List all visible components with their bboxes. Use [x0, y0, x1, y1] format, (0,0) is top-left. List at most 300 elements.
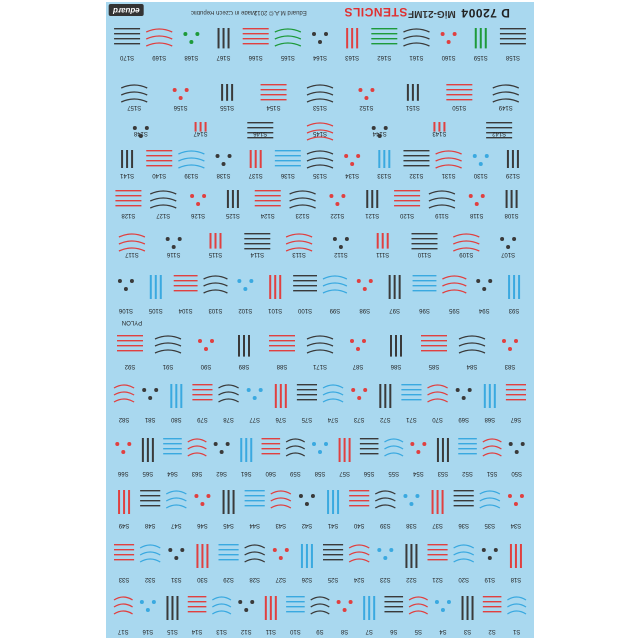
stencil-label: S137	[248, 172, 263, 178]
stencil-arc-mark	[493, 92, 519, 95]
stencil-bar-mark	[432, 490, 434, 514]
stencil-dot-mark	[364, 96, 368, 100]
stencil-arc-mark	[375, 491, 395, 494]
stencil-dot-mark	[456, 388, 460, 392]
stencil-label: S96	[419, 307, 430, 313]
stencil-dot-mark	[244, 608, 248, 612]
stencil-arc-mark	[286, 241, 312, 244]
stencil-bar-mark	[383, 150, 385, 168]
stencil-dot-mark	[210, 339, 214, 343]
stencil-text-line	[114, 33, 140, 34]
stencil-label: S139	[184, 172, 199, 178]
stencil-bar-mark	[518, 275, 520, 299]
stencil-text-line	[262, 453, 281, 454]
stencil-text-line	[188, 606, 207, 607]
stencil-text-line	[286, 601, 305, 602]
stencil-arc-mark	[307, 151, 333, 154]
stencil-label: S167	[216, 54, 231, 60]
stencil-arc-mark	[454, 552, 474, 555]
stencil-label: S98	[359, 307, 371, 313]
stencil-dot-mark	[216, 154, 220, 158]
stencil-text-line	[117, 345, 143, 346]
stencil-arc-mark	[307, 343, 333, 346]
stencil-label: S27	[275, 576, 287, 582]
stencil-label: S29	[223, 576, 234, 582]
stencil-bar-mark	[447, 438, 449, 462]
stencil-arc-mark	[409, 604, 428, 607]
stencil-arc-mark	[323, 290, 347, 293]
stencil-bar-mark	[442, 438, 444, 462]
stencil-text-line	[188, 611, 207, 612]
stencil-arc-mark	[436, 151, 462, 154]
stencil-label: S32	[144, 576, 156, 582]
stencil-label: S130	[473, 172, 488, 178]
stencil-bar-mark	[233, 490, 235, 514]
stencil-label: S8	[340, 628, 349, 634]
stencil-text-line	[349, 495, 369, 496]
stencil-label: S28	[249, 576, 261, 582]
stencil-label: S142	[492, 130, 507, 136]
stencil-text-line	[262, 443, 281, 444]
stencil-text-line	[146, 155, 172, 156]
stencil-row	[118, 275, 520, 313]
stencil-label: S58	[314, 470, 326, 476]
stencil-bar-mark	[215, 233, 217, 249]
stencil-text-line	[401, 389, 421, 390]
stencil-bar-mark	[512, 150, 514, 168]
stencil-text-line	[428, 554, 448, 555]
stencil-bar-mark	[437, 438, 439, 462]
stencil-arc-mark	[428, 399, 448, 402]
stencil-text-line	[286, 596, 305, 597]
stencil-bar-mark	[142, 438, 144, 462]
stencil-label: S157	[127, 104, 142, 110]
stencil-text-line	[506, 389, 526, 390]
stencil-dot-mark	[473, 154, 477, 158]
stencil-dot-mark	[142, 388, 146, 392]
stencil-arc-mark	[146, 43, 172, 46]
stencil-arc-mark	[140, 552, 160, 555]
stencil-row	[119, 150, 520, 178]
stencil-text-line	[394, 200, 420, 201]
stencil-label: S18	[510, 576, 522, 582]
stencil-arc-mark	[442, 290, 466, 293]
stencil-text-line	[506, 394, 526, 395]
stencil-dot-mark	[435, 600, 439, 604]
stencil-arc-mark	[459, 350, 485, 353]
stencil-arc-mark	[323, 385, 343, 388]
stencil-dot-mark	[494, 548, 498, 552]
stencil-bar-mark	[412, 84, 414, 101]
stencil-text-line	[371, 43, 397, 44]
stencil-arc-mark	[507, 604, 526, 607]
stencil-bar-mark	[417, 84, 419, 101]
stencil-bar-mark	[346, 28, 348, 48]
stencil-dot-mark	[488, 279, 492, 283]
stencil-text-line	[275, 160, 301, 161]
stencil-label: S143	[432, 130, 447, 136]
stencil-text-line	[243, 43, 269, 44]
stencil-text-line	[446, 89, 472, 90]
stencil-dot-mark	[350, 162, 354, 166]
stencil-label: S129	[505, 172, 520, 178]
stencil-arc-mark	[311, 597, 330, 600]
stencil-bar-mark	[123, 490, 125, 514]
stencil-arc-mark	[166, 491, 186, 494]
stencil-dot-mark	[441, 608, 445, 612]
stencil-text-line	[243, 33, 269, 34]
stencil-text-line	[146, 150, 172, 151]
stencil-label: S1	[513, 628, 521, 634]
stencil-arc-mark	[323, 392, 343, 395]
stencil-label: S17	[117, 628, 129, 634]
stencil-row	[122, 319, 142, 325]
stencil-dot-mark	[333, 237, 337, 241]
stencil-label: S116	[166, 251, 181, 257]
stencil-arc-mark	[204, 283, 228, 286]
stencil-dot-mark	[250, 600, 254, 604]
stencil-arc-mark	[480, 491, 500, 494]
stencil-arc-mark	[349, 545, 369, 548]
stencil-text-line	[506, 399, 526, 400]
stencil-arc-mark	[493, 85, 519, 88]
stencil-arc-mark	[155, 343, 181, 346]
stencil-row	[114, 28, 526, 60]
stencil-bar-mark	[270, 596, 272, 620]
sheet-title: STENCILS	[344, 5, 408, 19]
stencil-label: S148	[133, 130, 148, 136]
stencil-label: S54	[413, 470, 424, 476]
stencil-arc-mark	[286, 446, 305, 449]
stencil-text-line	[117, 350, 143, 351]
stencil-label: S14	[191, 628, 203, 634]
stencil-text-line	[269, 350, 295, 351]
stencil-label: S120	[400, 212, 415, 218]
stencil-label: S57	[339, 470, 350, 476]
stencil-dot-mark	[341, 194, 345, 198]
stencil-text-line	[403, 150, 429, 151]
stencil-text-line	[428, 559, 448, 560]
stencil-dot-mark	[185, 88, 189, 92]
stencil-dot-mark	[409, 502, 413, 506]
stencil-label: S104	[178, 307, 193, 313]
stencil-dot-mark	[228, 154, 232, 158]
stencil-text-line	[428, 544, 448, 545]
stencil-text-line	[163, 443, 182, 444]
stencil-bar-mark	[389, 275, 391, 299]
stencil-label: S55	[388, 470, 400, 476]
stencil-label: S89	[238, 363, 250, 369]
stencil-text-line	[403, 155, 429, 156]
stencil-text-line	[360, 448, 379, 449]
stencil-dot-mark	[133, 126, 137, 130]
brand-logo: eduard	[109, 4, 144, 16]
stencil-arc-mark	[275, 29, 301, 32]
stencil-label: S127	[156, 212, 171, 218]
stencil-label: S111	[376, 251, 390, 257]
stencil-label: S80	[170, 416, 182, 422]
stencil-dot-mark	[500, 237, 504, 241]
stencil-label: S112	[334, 251, 348, 257]
stencil-dot-mark	[356, 347, 360, 351]
stencil-arc-mark	[146, 29, 172, 32]
stencil-text-line	[188, 596, 207, 597]
stencil-bar-mark	[516, 190, 518, 208]
stencil-dot-mark	[372, 126, 376, 130]
stencil-label: S75	[301, 416, 313, 422]
stencil-label: S6	[390, 628, 398, 634]
stencil-dot-mark	[273, 548, 277, 552]
stencil-label: S132	[409, 172, 424, 178]
stencil-arc-mark	[323, 283, 347, 286]
stencil-row	[133, 122, 512, 140]
stencil-label: S107	[501, 251, 516, 257]
stencil-label: S35	[484, 522, 496, 528]
stencil-bar-mark	[339, 438, 341, 462]
stencil-arc-mark	[119, 248, 145, 251]
stencil-text-line	[115, 205, 141, 206]
stencil-label: S24	[353, 576, 365, 582]
stencil-label: S135	[312, 172, 328, 178]
stencil-dot-mark	[318, 40, 322, 44]
stencil-text-line	[188, 601, 207, 602]
stencil-bar-mark	[306, 544, 308, 568]
stencil-arc-mark	[428, 392, 448, 395]
stencil-label: S41	[327, 522, 339, 528]
stencil-label: S48	[144, 522, 156, 528]
stencil-arc-mark	[166, 505, 186, 508]
stencil-arc-mark	[150, 198, 176, 201]
stencil-text-line	[192, 394, 212, 395]
stencil-arc-mark	[453, 241, 479, 244]
stencil-dot-mark	[324, 32, 328, 36]
stencil-dot-mark	[196, 202, 200, 206]
stencil-dot-mark	[324, 442, 328, 446]
stencil-label: S90	[200, 363, 212, 369]
stencil-dot-mark	[220, 450, 224, 454]
stencil-bar-mark	[223, 490, 225, 514]
stencil-text-line	[115, 200, 141, 201]
stencil-label: S2	[488, 628, 496, 634]
stencil-text-line	[275, 165, 301, 166]
stencil-dot-mark	[363, 388, 367, 392]
stencil-label: S145	[312, 130, 328, 136]
stencil-dot-mark	[195, 32, 199, 36]
stencil-bar-mark	[121, 150, 123, 168]
stencil-label: S44	[249, 522, 261, 528]
stencil-text-line	[174, 280, 198, 281]
stencil-arc-mark	[121, 92, 147, 95]
stencil-label: S153	[312, 104, 328, 110]
stencil-arc-mark	[212, 604, 231, 607]
stencil-text-line	[192, 399, 212, 400]
stencil-label: S65	[142, 470, 154, 476]
stencil-arc-mark	[219, 399, 239, 402]
stencil-text-line	[140, 490, 160, 491]
stencil-label: S3	[463, 628, 472, 634]
stencil-label: S168	[184, 54, 199, 60]
stencil-arc-mark	[114, 385, 134, 388]
stencil-text-line	[394, 190, 420, 191]
stencil-dot-mark	[204, 347, 208, 351]
stencil-arc-mark	[442, 276, 466, 279]
stencil-arc-mark	[114, 597, 133, 600]
stencil-text-line	[269, 340, 295, 341]
stencil-text-line	[174, 275, 198, 276]
stencil-arc-mark	[454, 545, 474, 548]
stencil-label: S10	[290, 628, 301, 634]
stencil-arc-mark	[403, 43, 429, 46]
stencil-arc-mark	[307, 350, 333, 353]
stencil-text-line	[117, 340, 143, 341]
stencil-text-line	[486, 122, 512, 123]
stencil-text-line	[255, 200, 281, 201]
stencil-label: S77	[249, 416, 261, 422]
stencil-text-line	[458, 453, 477, 454]
stencil-label: S122	[330, 212, 345, 218]
stencil-text-line	[247, 122, 273, 123]
stencil-label: S30	[197, 576, 208, 582]
stencil-text-line	[243, 38, 269, 39]
stencil-dot-mark	[514, 339, 518, 343]
stencil-bar-mark	[240, 438, 242, 462]
stencil-arc-mark	[480, 498, 500, 501]
stencil-bar-mark	[285, 384, 287, 408]
stencil-label: S67	[510, 416, 522, 422]
stencil-dot-mark	[194, 494, 198, 498]
stencil-label: S93	[508, 307, 520, 313]
stencil-arc-mark	[375, 498, 395, 501]
stencil-label: S105	[148, 307, 163, 313]
stencil-text-line	[275, 150, 301, 151]
stencil-dot-mark	[453, 32, 457, 36]
stencil-label: S11	[265, 628, 276, 634]
stencil-bar-mark	[150, 275, 152, 299]
stencil-text-line	[286, 611, 305, 612]
stencil-label: S121	[365, 212, 380, 218]
stencil-arc-mark	[150, 191, 176, 194]
stencil-label: S88	[276, 363, 288, 369]
stencil-dot-mark	[403, 494, 407, 498]
stencil-text-line	[371, 28, 397, 29]
stencil-bar-mark	[517, 150, 519, 168]
stencil-arc-mark	[275, 36, 301, 39]
stencil-label: S76	[275, 416, 287, 422]
stencil-bar-mark	[228, 490, 230, 514]
stencil-label: S51	[486, 470, 498, 476]
stencil-arc-mark	[384, 453, 403, 456]
stencil-arc-mark	[219, 392, 239, 395]
stencil-label: S159	[473, 54, 488, 60]
stencil-text-line	[174, 285, 198, 286]
stencil-text-line	[255, 205, 281, 206]
stencil-text-line	[286, 606, 305, 607]
stencil-label: S106	[118, 307, 133, 313]
stencil-text-line	[413, 285, 437, 286]
stencil-text-line	[483, 611, 502, 612]
stencil-text-line	[454, 500, 474, 501]
stencil-text-line	[140, 500, 160, 501]
stencil-label: S68	[484, 416, 496, 422]
stencil-text-line	[371, 38, 397, 39]
stencil-text-line	[269, 345, 295, 346]
stencil-text-line	[500, 33, 526, 34]
stencil-arc-mark	[384, 446, 403, 449]
stencil-label: S100	[298, 307, 313, 313]
stencil-bar-mark	[472, 596, 474, 620]
stencil-dot-mark	[521, 442, 525, 446]
stencil-dot-mark	[384, 126, 388, 130]
stencil-dot-mark	[389, 548, 393, 552]
stencil-text-line	[219, 554, 239, 555]
stencil-arc-mark	[212, 597, 231, 600]
stencil-label: S49	[118, 522, 130, 528]
stencil-arc-mark	[307, 92, 333, 95]
stencil-bar-mark	[513, 275, 515, 299]
stencil-label: S16	[142, 628, 154, 634]
stencil-arc-mark	[307, 158, 333, 161]
stencil-text-line	[401, 394, 421, 395]
stencil-label: S165	[280, 54, 295, 60]
stencil-text-line	[269, 335, 295, 336]
stencil-dot-mark	[344, 154, 348, 158]
stencil-text-line	[446, 99, 472, 100]
stencil-bar-mark	[248, 335, 250, 357]
stencil-label: S166	[248, 54, 263, 60]
stencil-bar-mark	[147, 438, 149, 462]
stencil-dot-mark	[369, 279, 373, 283]
stencil-bar-mark	[175, 384, 177, 408]
stencil-label: S37	[432, 522, 443, 528]
stencil-arc-mark	[178, 151, 204, 154]
stencil-label: S154	[266, 104, 281, 110]
stencil-dot-mark	[247, 388, 251, 392]
stencil-arc-mark	[155, 336, 181, 339]
stencil-bar-mark	[442, 490, 444, 514]
sheet-model: MiG-21MF	[408, 8, 456, 19]
stencil-text-line	[219, 559, 239, 560]
stencil-bar-mark	[220, 233, 222, 249]
stencil-label: S128	[121, 212, 136, 218]
stencil-text-line	[146, 165, 172, 166]
stencil-bar-mark	[390, 335, 392, 357]
stencil-bar-mark	[311, 544, 313, 568]
stencil-arc-mark	[275, 43, 301, 46]
stencil-dot-mark	[349, 600, 353, 604]
stencil-text-line	[349, 505, 369, 506]
stencil-text-line	[140, 505, 160, 506]
stencil-arc-mark	[307, 123, 333, 126]
stencil-arc-mark	[245, 552, 265, 555]
stencil-bar-mark	[394, 275, 396, 299]
stencil-label: S33	[118, 576, 130, 582]
stencil-arc-mark	[245, 545, 265, 548]
stencil-text-line	[371, 33, 397, 34]
stencil-text-line	[245, 495, 265, 496]
stencil-arc-mark	[286, 234, 312, 237]
stencil-text-line	[428, 549, 448, 550]
stencil-dot-mark	[506, 245, 510, 249]
stencil-arc-mark	[483, 453, 502, 456]
stencil-bar-mark	[126, 150, 128, 168]
stencil-label: S39	[379, 522, 391, 528]
stencil-text-line	[245, 500, 265, 501]
stencil-text-line	[297, 399, 317, 400]
stencil-arc-mark	[307, 137, 333, 140]
stencil-label: S124	[260, 212, 275, 218]
stencil-bar-mark	[366, 190, 368, 208]
stencil-bar-mark	[399, 275, 401, 299]
